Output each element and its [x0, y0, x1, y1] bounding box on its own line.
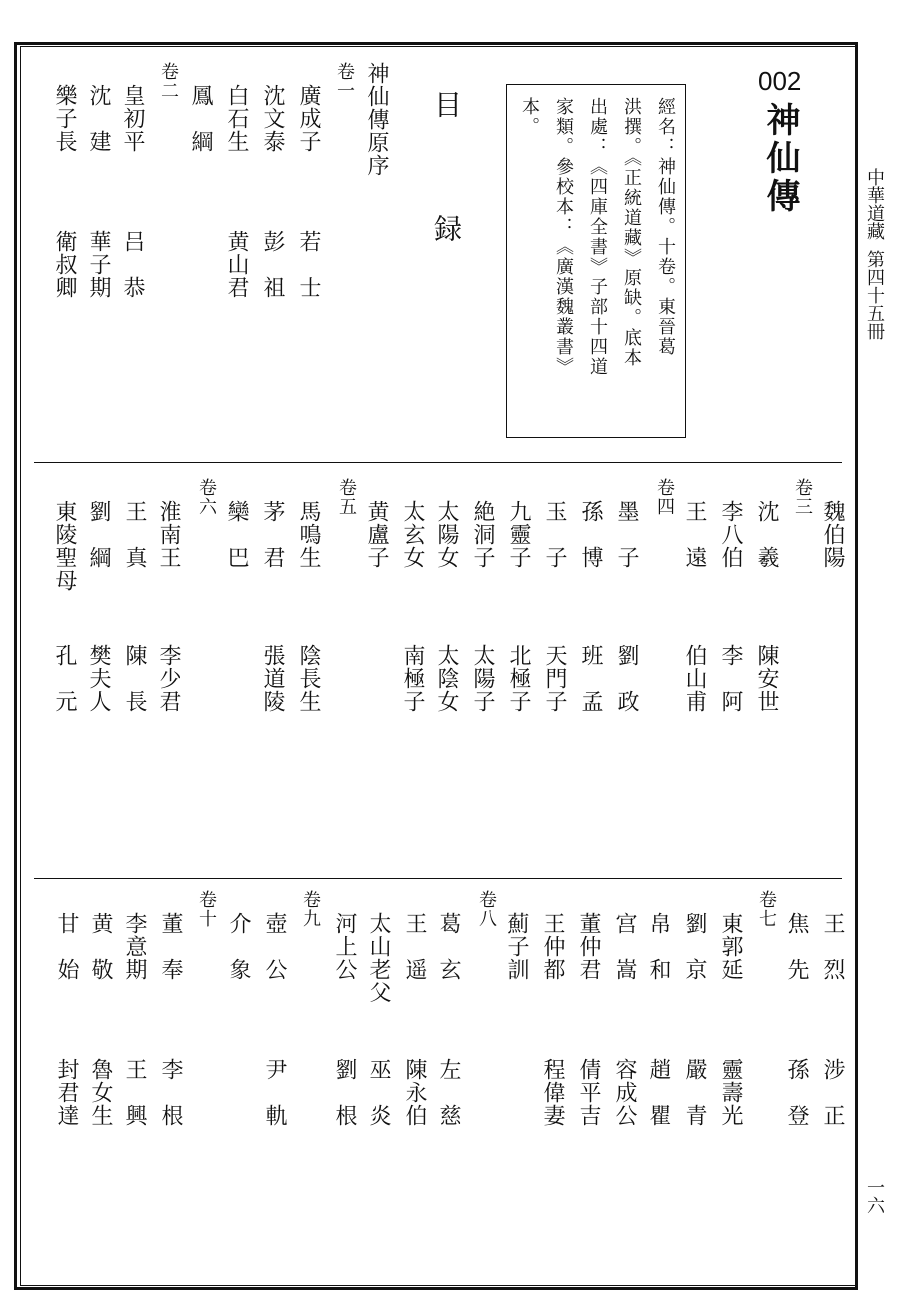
toc-title: 目 録: [430, 90, 463, 276]
toc-entry: 王 興: [122, 1058, 147, 1127]
toc-entry: 宫 嵩: [612, 912, 637, 981]
volume-heading: 卷二: [158, 62, 179, 100]
toc-entry: 李 阿: [718, 644, 743, 713]
toc-entry: 壺 公: [262, 912, 287, 981]
toc-entry: 太陰女: [434, 644, 459, 713]
toc-entry: 廣成子: [296, 84, 321, 153]
section-divider: [34, 878, 842, 879]
toc-entry: 河上公: [332, 912, 357, 981]
toc-entry: 陳安世: [754, 644, 779, 713]
volume-heading: 卷三: [792, 478, 813, 516]
volume-heading: 卷六: [196, 478, 217, 516]
toc-entry: 茅 君: [260, 500, 285, 569]
toc-entry: 天門子: [542, 644, 567, 713]
toc-entry: 皇初平: [120, 84, 145, 153]
toc-entry: 沈文泰: [260, 84, 285, 153]
toc-entry: 薊子訓: [504, 912, 529, 981]
info-line: 經名：神仙傳。十卷。東晉葛: [655, 97, 676, 357]
toc-entry: 嚴 青: [682, 1058, 707, 1127]
toc-entry: 太山老父: [366, 912, 391, 1004]
book-title: 神仙傳: [760, 102, 800, 216]
toc-entry: 王 真: [122, 500, 147, 569]
toc-entry: 吕 恭: [120, 230, 145, 299]
toc-entry: 孫 博: [578, 500, 603, 569]
toc-entry: 趙 瞿: [646, 1058, 671, 1127]
toc-entry: 班 孟: [578, 644, 603, 713]
toc-entry: 李 根: [158, 1058, 183, 1127]
toc-entry: 南極子: [400, 644, 425, 713]
toc-entry: 劉 根: [332, 1058, 357, 1127]
section-divider: [34, 462, 842, 463]
toc-entry: 倩平吉: [576, 1058, 601, 1127]
toc-entry: 樊夫人: [86, 644, 111, 713]
toc-entry: 淮南王: [156, 500, 181, 569]
toc-entry: 涉 正: [820, 1058, 845, 1127]
toc-entry: 陳 長: [122, 644, 147, 713]
page-number: 一六: [864, 1178, 885, 1214]
toc-entry: 東陵聖母: [52, 500, 77, 592]
toc-entry: 馬鳴生: [296, 500, 321, 569]
volume-heading: 卷十: [196, 890, 217, 928]
toc-entry: 東郭延: [718, 912, 743, 981]
info-line: 出處：《四庫全書》子部十四道: [587, 97, 608, 377]
toc-entry: 黄山君: [224, 230, 249, 299]
toc-entry: 容成公: [612, 1058, 637, 1127]
series-title: 中華道藏: [864, 168, 885, 240]
toc-entry: 伯山甫: [682, 644, 707, 713]
info-line: 洪撰。《正統道藏》原缺。底本: [621, 97, 642, 368]
info-line: 本。: [519, 97, 540, 137]
toc-entry: 劉 綱: [86, 500, 111, 569]
toc-entry: 王 遥: [402, 912, 427, 981]
toc-entry: 沈 羲: [754, 500, 779, 569]
toc-entry: 沈 建: [86, 84, 111, 153]
volume-heading: 卷七: [756, 890, 777, 928]
volume-label: 第四十五冊: [864, 250, 885, 340]
toc-entry: 若 士: [296, 230, 321, 299]
toc-entry: 董 奉: [158, 912, 183, 981]
toc-entry: 董仲君: [576, 912, 601, 981]
toc-entry: 劉 京: [682, 912, 707, 981]
toc-entry: 李少君: [156, 644, 181, 713]
toc-entry: 焦 先: [784, 912, 809, 981]
toc-entry: 樂子長: [52, 84, 77, 153]
toc-entry: 靈壽光: [718, 1058, 743, 1127]
toc-entry: 帛 和: [646, 912, 671, 981]
volume-heading: 卷八: [476, 890, 497, 928]
toc-entry: 李意期: [122, 912, 147, 981]
toc-entry: 王 遠: [682, 500, 707, 569]
toc-entry: 太陽女: [434, 500, 459, 569]
toc-entry: 黄 敬: [88, 912, 113, 981]
toc-entry: 劉 政: [614, 644, 639, 713]
preface-entry: 神仙傳原序: [364, 62, 389, 177]
volume-heading: 卷五: [336, 478, 357, 516]
toc-entry: 程偉妻: [540, 1058, 565, 1127]
volume-heading: 卷九: [300, 890, 321, 928]
toc-entry: 欒 巴: [224, 500, 249, 569]
toc-entry: 黄盧子: [364, 500, 389, 569]
toc-entry: 太玄女: [400, 500, 425, 569]
entry-number: 002: [758, 66, 802, 96]
toc-entry: 左 慈: [436, 1058, 461, 1127]
toc-entry: 尹 軌: [262, 1058, 287, 1127]
toc-entry: 白石生: [224, 84, 249, 153]
toc-entry: 張道陵: [260, 644, 285, 713]
toc-entry: 墨 子: [614, 500, 639, 569]
toc-entry: 王 烈: [820, 912, 845, 981]
toc-entry: 魏伯陽: [820, 500, 845, 569]
toc-entry: 孫 登: [784, 1058, 809, 1127]
toc-entry: 玉 子: [542, 500, 567, 569]
info-box: [506, 84, 686, 438]
info-line: 家類。參校本：《廣漢魏叢書》: [553, 97, 574, 377]
toc-entry: 絶洞子: [470, 500, 495, 569]
toc-entry: 陳永伯: [402, 1058, 427, 1127]
toc-entry: 九靈子: [506, 500, 531, 569]
toc-entry: 陰長生: [296, 644, 321, 713]
toc-entry: 王仲都: [540, 912, 565, 981]
toc-entry: 北極子: [506, 644, 531, 713]
volume-heading: 卷四: [654, 478, 675, 516]
toc-entry: 孔 元: [52, 644, 77, 713]
toc-entry: 巫 炎: [366, 1058, 391, 1127]
toc-entry: 彭 祖: [260, 230, 285, 299]
toc-entry: 鳳 綱: [188, 84, 213, 153]
toc-entry: 太陽子: [470, 644, 495, 713]
toc-entry: 華子期: [86, 230, 111, 299]
volume-heading: 卷一: [334, 62, 355, 100]
toc-entry: 封君達: [54, 1058, 79, 1127]
toc-entry: 衛叔卿: [52, 230, 77, 299]
toc-entry: 甘 始: [54, 912, 79, 981]
toc-entry: 介 象: [226, 912, 251, 981]
toc-entry: 李八伯: [718, 500, 743, 569]
toc-entry: 葛 玄: [436, 912, 461, 981]
toc-entry: 魯女生: [88, 1058, 113, 1127]
